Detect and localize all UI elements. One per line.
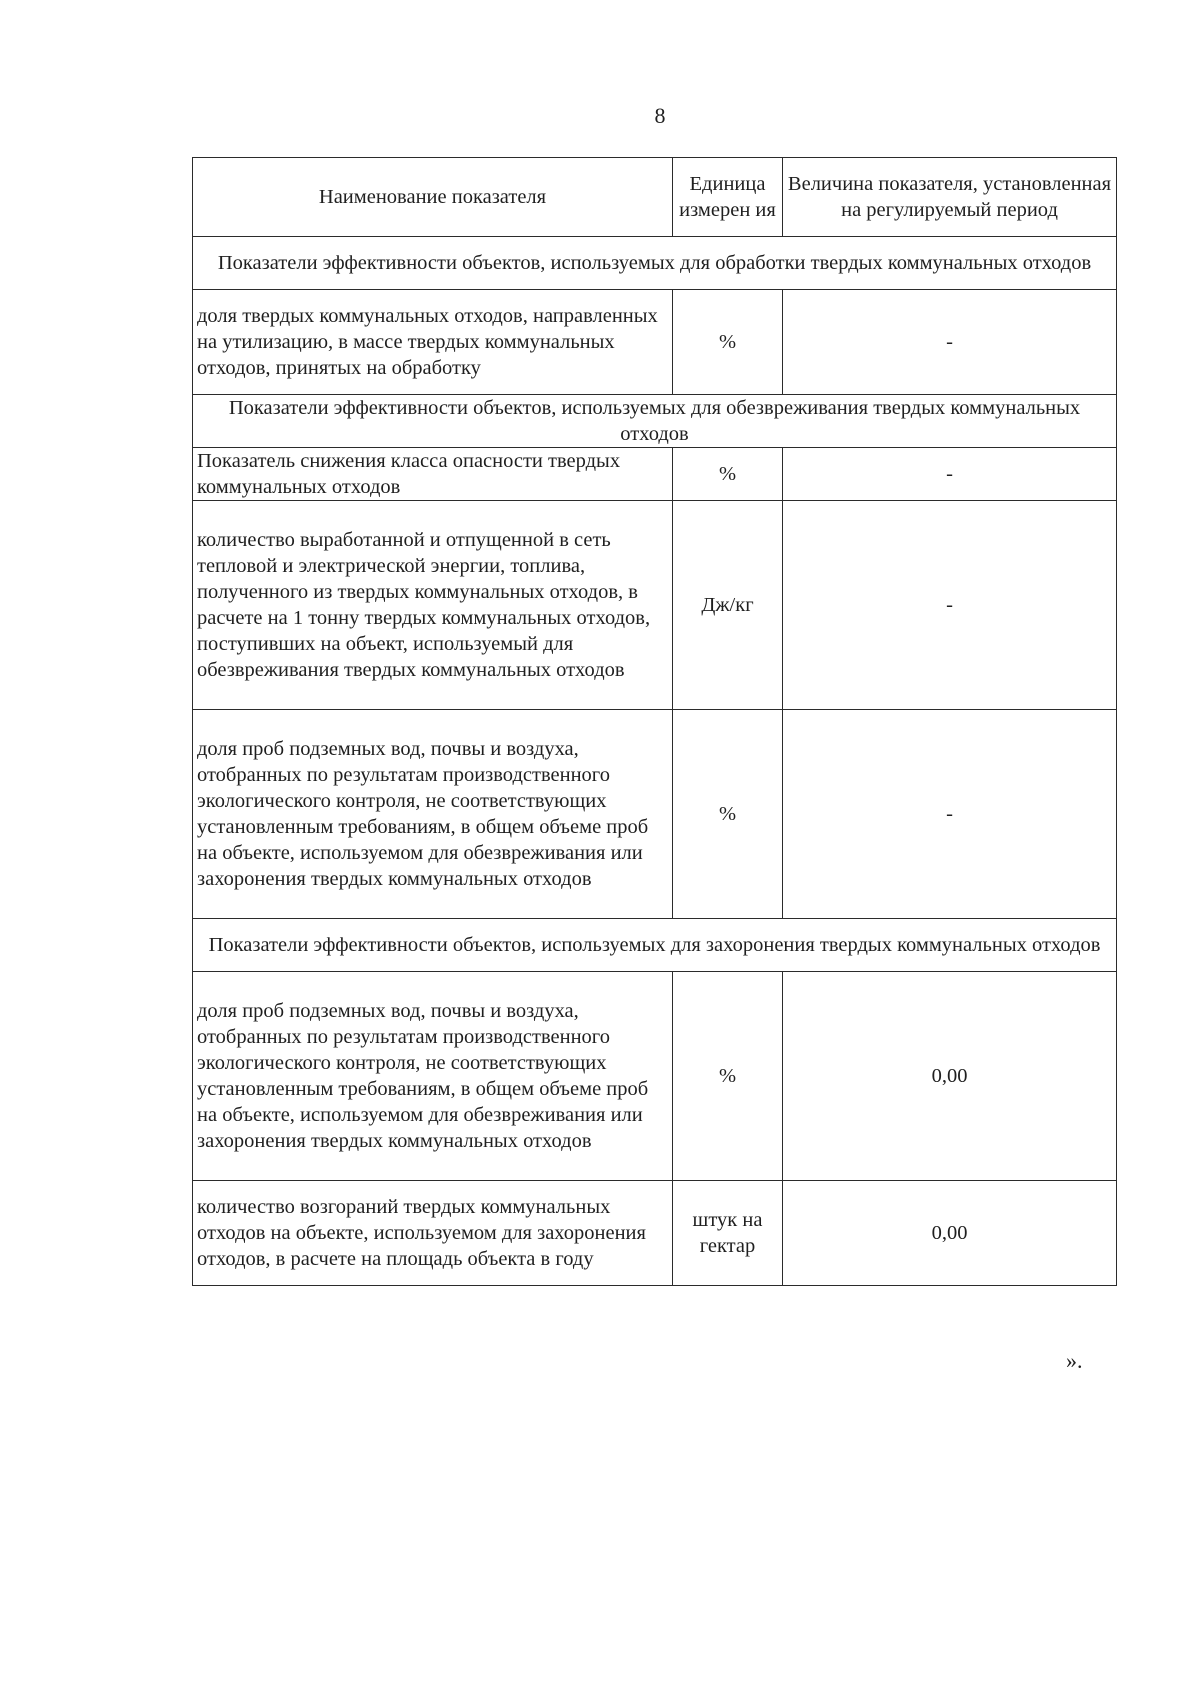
section-row-burial (193, 919, 1117, 972)
indicator-value: - (783, 710, 1117, 919)
indicator-name: количество возгораний твердых коммунальных отходов на объекте, используемом для захоронения отходов, в расчете на площадь объекта в году (193, 1181, 673, 1286)
indicator-unit: Дж/кг (673, 501, 783, 710)
indicator-value: - (783, 448, 1117, 501)
section-row-processing (193, 237, 1117, 290)
header-indicator-name: Наименование показателя (193, 158, 673, 237)
indicator-value: - (783, 501, 1117, 710)
table-row (193, 290, 1117, 395)
header-value: Величина показателя, установленная на регулируемый период (783, 158, 1117, 237)
indicator-unit: % (673, 972, 783, 1181)
table-row (193, 972, 1117, 1181)
indicator-name: доля твердых коммунальных отходов, направленных на утилизацию, в массе твердых коммунальных отходов, принятых на обработку (193, 290, 673, 395)
section-row-neutralization (193, 395, 1117, 448)
page-number: 8 (654, 103, 666, 128)
indicator-name: Показатель снижения класса опасности твердых коммунальных отходов (193, 448, 673, 501)
indicator-value: 0,00 (783, 972, 1117, 1181)
header-unit: Единица измерен ия (673, 158, 783, 237)
section-title-neutralization: Показатели эффективности объектов, используемых для обезвреживания твердых коммунальных отходов (193, 395, 1117, 448)
table-row (193, 1181, 1117, 1286)
indicator-name: количество выработанной и отпущенной в сеть тепловой и электрической энергии, топлива, полученного из твердых коммунальных отходов, в расчете на 1 тонну твердых коммунальных отходов, поступивших на объект, используемый для обезвреживания твердых коммунальных отходов (193, 501, 673, 710)
indicator-name: доля проб подземных вод, почвы и воздуха, отобранных по результатам производственного экологического контроля, не соответствующих установленным требованиям, в общем объеме проб на объекте, используемом для обезвреживания или захоронения твердых коммунальных отходов (193, 710, 673, 919)
table-row (193, 448, 1117, 501)
indicators-table (192, 157, 1117, 1286)
section-title-burial: Показатели эффективности объектов, используемых для захоронения твердых коммунальных отходов (193, 919, 1117, 972)
closing-quote-mark: ». (1066, 1348, 1083, 1373)
table-row (193, 501, 1117, 710)
indicator-unit: % (673, 448, 783, 501)
indicator-value: - (783, 290, 1117, 395)
indicator-unit: % (673, 710, 783, 919)
table-row (193, 710, 1117, 919)
indicator-name: доля проб подземных вод, почвы и воздуха, отобранных по результатам производственного экологического контроля, не соответствующих установленным требованиям, в общем объеме проб на объекте, используемом для обезвреживания или захоронения твердых коммунальных отходов (193, 972, 673, 1181)
table-header-row (193, 158, 1117, 237)
indicator-unit: % (673, 290, 783, 395)
indicator-value: 0,00 (783, 1181, 1117, 1286)
section-title-processing: Показатели эффективности объектов, используемых для обработки твердых коммунальных отходов (193, 237, 1117, 290)
indicator-unit: штук на гектар (673, 1181, 783, 1286)
